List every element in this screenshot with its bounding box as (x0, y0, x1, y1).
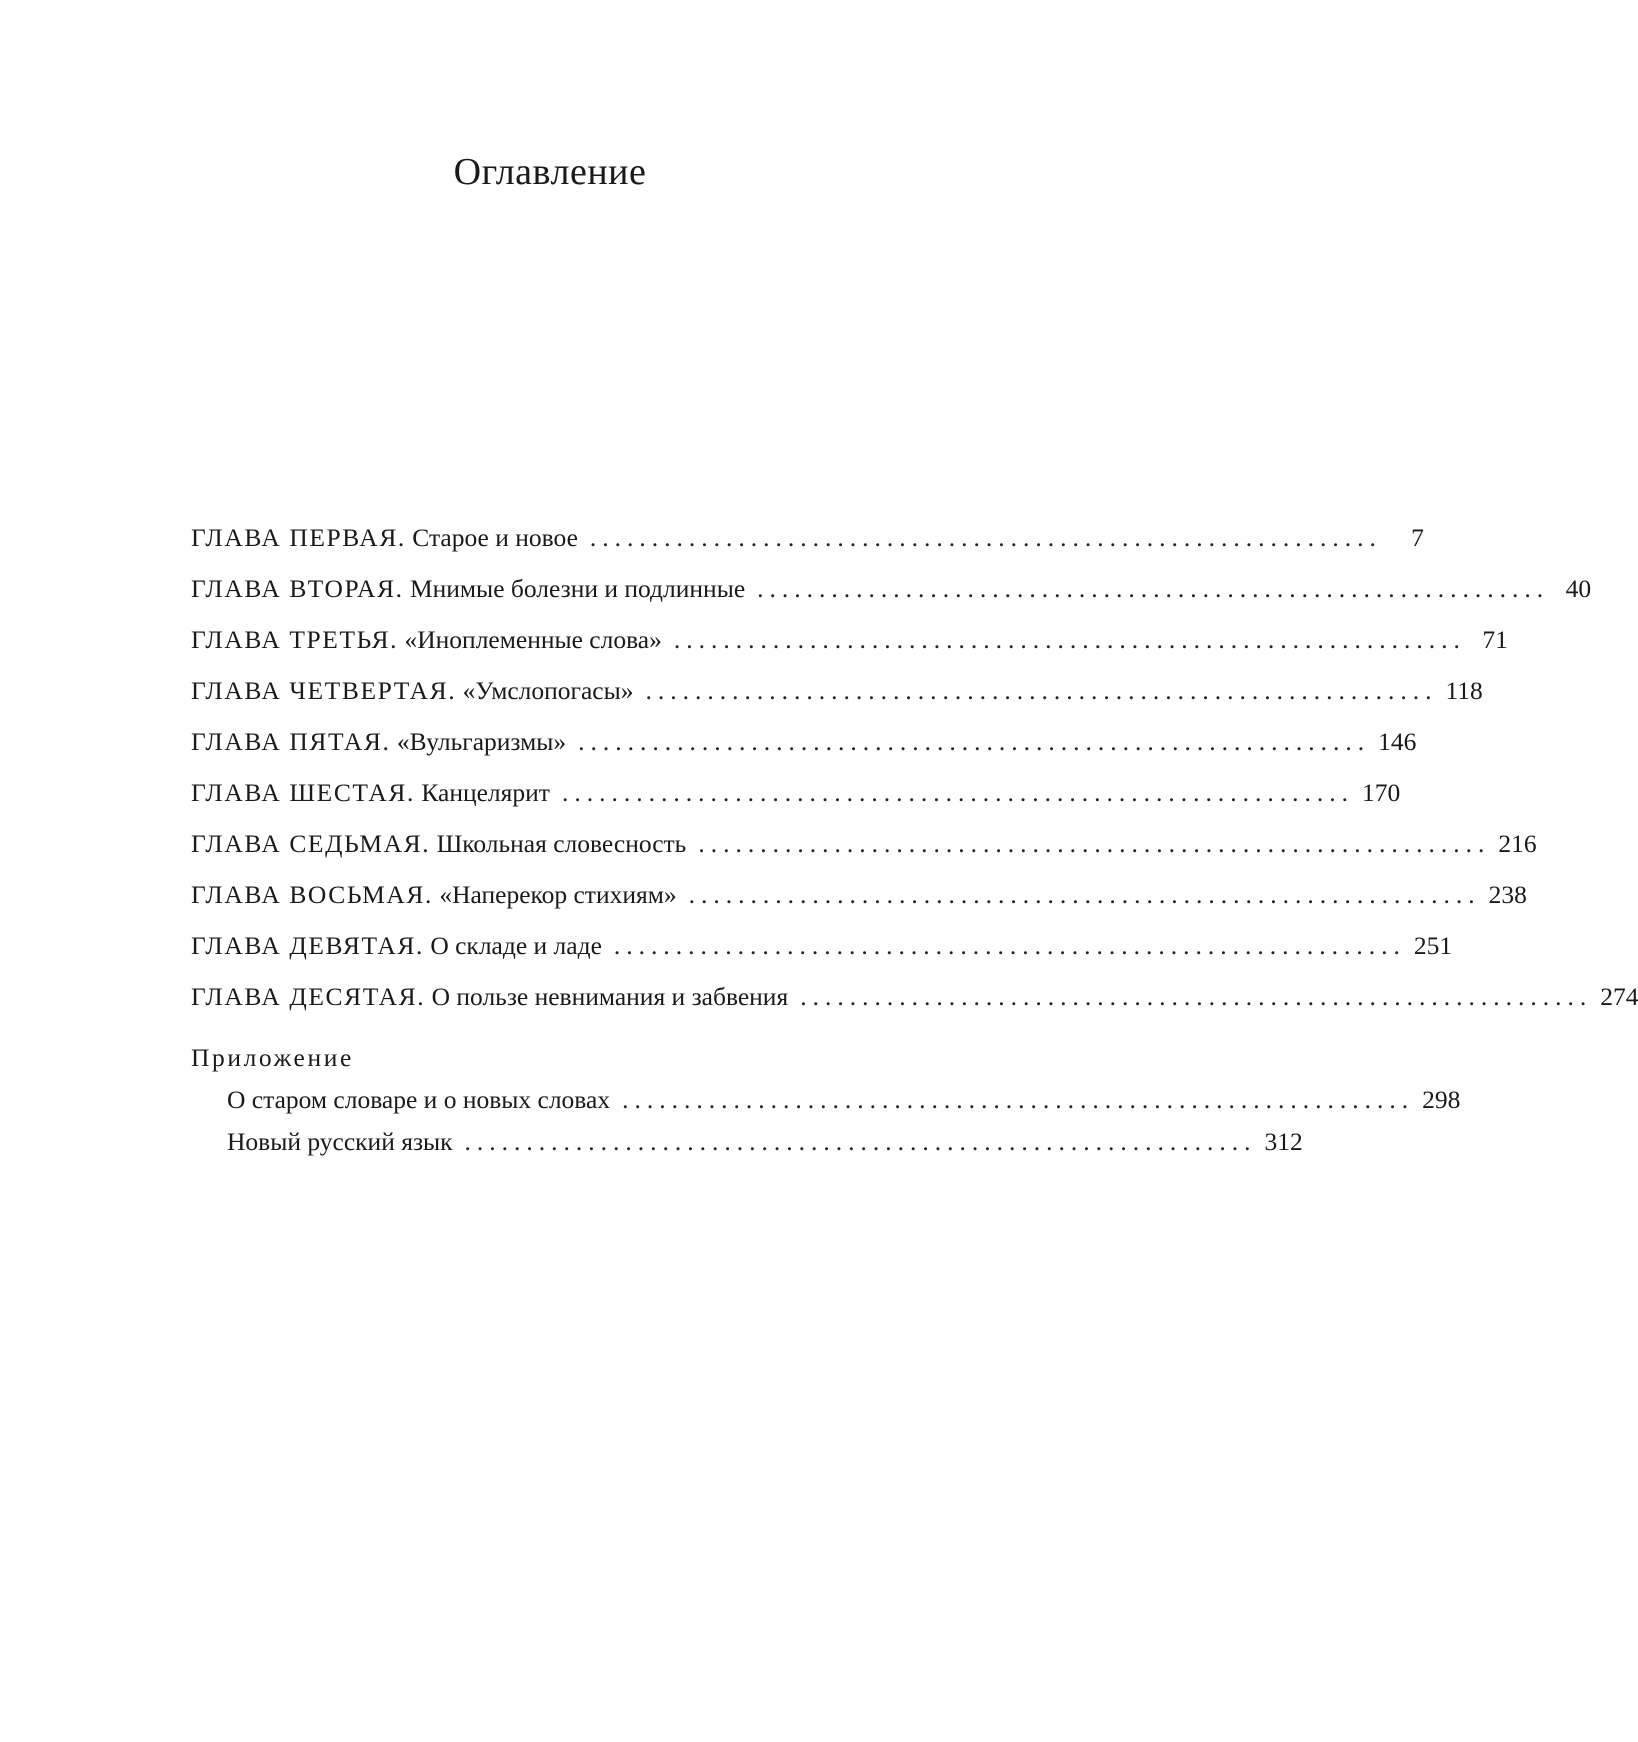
page-number: 298 (1422, 1085, 1461, 1114)
page-number: 274 (1600, 982, 1638, 1011)
dot-leader: ................................................................ (800, 982, 1593, 1011)
chapter-title: «Наперекор стихиям» (439, 880, 677, 909)
page-number: 71 (1482, 625, 1508, 654)
appendix-heading: Приложение (191, 1043, 354, 1072)
toc-entry-chapter-8[interactable] (191, 880, 1527, 931)
dot-leader: ................................................................ (688, 880, 1481, 909)
dot-leader: ................................................................ (578, 727, 1371, 756)
page-number: 40 (1565, 574, 1592, 603)
chapter-title: «Иноплеменные слова» (404, 625, 662, 654)
toc-entry-appendix-2[interactable] (191, 1127, 1303, 1169)
toc-entry-chapter-10[interactable] (191, 982, 1638, 1033)
chapter-title: «Вульгаризмы» (396, 727, 567, 756)
toc-entry-chapter-9[interactable] (191, 931, 1453, 982)
page-number: 170 (1361, 778, 1401, 807)
appendix-item-title: О старом словаре и о новых словах (227, 1085, 611, 1114)
toc-entry-chapter-2[interactable] (191, 574, 1592, 625)
chapter-number: ГЛАВА ШЕСТАЯ. (191, 778, 415, 807)
toc-entry-chapter-7[interactable] (191, 829, 1537, 880)
dot-leader: ................................................................ (464, 1127, 1257, 1156)
dot-leader: ................................................................ (673, 625, 1466, 654)
page-number: 312 (1264, 1127, 1303, 1156)
chapter-number: ГЛАВА ПЯТАЯ. (191, 727, 391, 756)
dot-leader: ................................................................ (622, 1085, 1415, 1114)
page-number: 238 (1488, 880, 1527, 909)
chapter-number: ГЛАВА ДЕВЯТАЯ. (191, 931, 424, 960)
appendix-item-title: Новый русский язык (227, 1127, 453, 1156)
page-number: 118 (1445, 676, 1483, 705)
toc-entry-chapter-3[interactable] (191, 625, 1508, 676)
chapter-number: ГЛАВА ПЕРВАЯ. (191, 523, 406, 552)
dot-leader: ................................................................ (613, 931, 1406, 960)
page-number: 216 (1498, 829, 1537, 858)
toc-entry-chapter-4[interactable] (191, 676, 1483, 727)
chapter-title: Старое и новое (412, 523, 578, 552)
toc-entry-chapter-1[interactable] (191, 523, 1424, 574)
dot-leader: ................................................................ (645, 676, 1438, 705)
chapter-number: ГЛАВА ВТОРАЯ. (191, 574, 404, 603)
page-number: 251 (1413, 931, 1453, 960)
dot-leader: ................................................................ (698, 829, 1491, 858)
chapter-title: О складе и ладе (430, 931, 602, 960)
toc-entry-chapter-5[interactable] (191, 727, 1417, 778)
chapter-number: ГЛАВА ЧЕТВЕРТАЯ. (191, 676, 457, 705)
chapter-number: ГЛАВА ВОСЬМАЯ. (191, 880, 433, 909)
chapter-title: «Умслопогасы» (462, 676, 634, 705)
dot-leader: ................................................................ (757, 574, 1550, 603)
chapter-number: ГЛАВА СЕДЬМАЯ. (191, 829, 431, 858)
chapter-number: ГЛАВА ДЕСЯТАЯ. (191, 982, 426, 1011)
chapter-title: Мнимые болезни и подлинные (409, 574, 746, 603)
chapter-title: О пользе невнимания и забвения (431, 982, 789, 1011)
page-number: 7 (1411, 523, 1424, 552)
dot-leader: ................................................................ (561, 778, 1354, 807)
chapter-number: ГЛАВА ТРЕТЬЯ. (191, 625, 399, 654)
table-of-contents (191, 523, 1638, 1169)
toc-entry-chapter-6[interactable] (191, 778, 1401, 829)
toc-entry-appendix-1[interactable] (191, 1085, 1461, 1127)
dot-leader: ................................................................ (589, 523, 1382, 552)
page-number: 146 (1378, 727, 1417, 756)
chapter-title: Школьная словесность (436, 829, 687, 858)
page-title: Оглавление (453, 151, 647, 193)
chapter-title: Канцелярит (421, 778, 550, 807)
